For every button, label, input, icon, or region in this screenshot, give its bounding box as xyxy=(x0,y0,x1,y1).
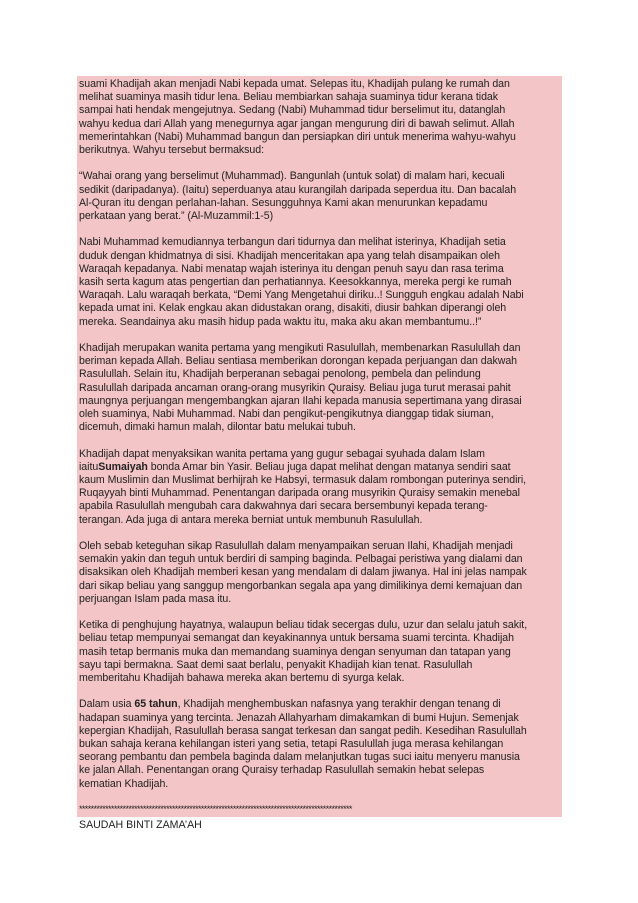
text-line: perkataan yang berat.” (Al-Muzammil:1-5) xyxy=(79,210,274,223)
text-line: dari sikap beliau yang sanggup mengorbankan segala apa yang dimilikinya demi kemajuan dan xyxy=(79,579,523,592)
text-line: hadapan suaminya yang tercinta. Jenazah Allahyarham dimakamkan di bumi Hujun. Semenjak xyxy=(79,711,519,724)
text-line: kasih serta kagum atas pengertian dan perhatiannya. Keesokkannya, mereka pergi ke rumah xyxy=(79,276,512,289)
text-line: wahyu kedua dari Allah yang menegurnya agar jangan mengurung diri di bawah selimut. Allah xyxy=(79,117,515,130)
text-line xyxy=(79,461,560,474)
text-run: iaitu xyxy=(79,460,99,473)
paragraph-4 xyxy=(79,342,560,434)
text-line: dicemuh, dimaki hamun malah, dilontar batu melukai tubuh. xyxy=(79,421,356,434)
text-line: “Wahai orang yang berselimut (Muhammad). Bangunlah (untuk solat) di malam hari, kecuali xyxy=(79,170,505,183)
text-line: kepergian Khadijah, Rasulullah berasa sangat terkesan dan sangat pedih. Kesedihan Rasulullah xyxy=(79,724,527,737)
text-line: ke jalan Allah. Penentangan orang Quraisy terhadap Rasulullah semakin hebat selepas xyxy=(79,764,485,777)
text-line: melihat suaminya masih tidur lena. Beliau membiarkan sahaja suaminya tidur kerana tidak xyxy=(79,91,499,104)
paragraph-5 xyxy=(79,448,560,527)
text-line: duduk dengan khidmatnya di sisi. Khadijah menceritakan apa yang telah disampaikan oleh xyxy=(79,249,500,262)
text-line: beriman kepada Allah. Beliau sentiasa memberikan dorongan kepada perjuangan dan dakwah xyxy=(79,355,518,368)
text-line: mereka. Seandainya aku masih hidup pada waktu itu, maka aku akan membantumu..!” xyxy=(79,315,482,328)
text-line: terangan. Ada juga di antara mereka berniat untuk membunuh Rasulullah. xyxy=(79,513,423,526)
paragraph-1 xyxy=(79,78,560,157)
text-line: bukan sahaja kerana kehilangan isteri yang setia, tetapi Rasulullah juga merasa kehilangan xyxy=(79,738,504,751)
text-line: Waraqah kepadanya. Nabi menatap wajah isterinya itu dengan penuh sayu dan rasa terima xyxy=(79,262,504,275)
text-line: maungnya perjuangan mengembangkan ajaran Ilahi kepada manusia sepertimana yang dirasai xyxy=(79,394,522,407)
text-line: beliau tetap mempunyai semangat dan keyakinannya untuk bersama suami tercinta. Khadijah xyxy=(79,632,514,645)
text-line xyxy=(79,698,560,711)
quote-paragraph xyxy=(79,170,560,223)
paragraph-8 xyxy=(79,698,560,790)
text-line: disaksikan oleh Khadijah memberi kesan yang mendalam di dalam jiwanya. Hal ini jelas nampak xyxy=(79,566,527,579)
paragraph-6 xyxy=(79,540,560,606)
text-line: kaum Muslimin dan Muslimat berhijrah ke Habsyi, termasuk dalam rombongan puterinya sendiri, xyxy=(79,474,527,487)
text-line: Nabi Muhammad kemudiannya terbangun dari tidurnya dan melihat isterinya, Khadijah setia xyxy=(79,236,506,249)
text-line: Ketika di penghujung hayatnya, walaupun beliau tidak secergas dulu, uzur dan selalu jatuh sakit, xyxy=(79,619,528,632)
bold-name-sumaiyah: Sumaiyah xyxy=(98,460,148,473)
text-line: perjuangan Islam pada masa itu. xyxy=(79,592,232,605)
paragraph-7 xyxy=(79,619,560,685)
next-section-heading: SAUDAH BINTI ZAMA’AH xyxy=(79,819,202,832)
text-run: , Khadijah menghembuskan nafasnya yang terakhir dengan tenang di xyxy=(177,698,501,711)
text-line: oleh suaminya, Nabi Muhammad. Nabi dan pengikut-pengikutnya dianggap tidak siuman, xyxy=(79,408,494,421)
text-line: kematian Khadijah. xyxy=(79,777,169,790)
text-line: Al-Quran itu dengan perlahan-lahan. Sesungguhnya Kami akan menurunkan kepadamu xyxy=(79,196,488,209)
text-line: apabila Rasulullah mengubah cara dakwahnya dari secara bersembunyi kepada terang- xyxy=(79,500,488,513)
text-line: sedikit (daripadanya). (Iaitu) seperduanya atau kurangilah daripada seperdua itu. Dan bacalah xyxy=(79,183,517,196)
text-line: sampai hati hendak mengejutnya. Sedang (Nabi) Muhammad tidur berselimut itu, datanglah xyxy=(79,104,506,117)
text-line: kepada umat ini. Kelak engkau akan didustakan orang, disakiti, diusir bahkan diperangi oleh xyxy=(79,302,507,315)
text-line: seorang pembantu dan pembela baginda dalam melanjutkan tugas suci iaitu menyeru manusia xyxy=(79,751,520,764)
text-line: berikutnya. Wahyu tersebut bermaksud: xyxy=(79,144,265,157)
text-line: memberitahu Khadijah bahawa mereka akan bertemu di syurga kelak. xyxy=(79,672,405,685)
text-line: semakin yakin dan teguh untuk berdiri di samping baginda. Pelbagai peristiwa yang dialami dan xyxy=(79,553,523,566)
bold-age: 65 tahun xyxy=(134,698,178,711)
text-run: bonda Amar bin Yasir. Beliau juga dapat melihat dengan matanya sendiri saat xyxy=(147,460,511,473)
text-line: suami Khadijah akan menjadi Nabi kepada umat. Selepas itu, Khadijah pulang ke rumah dan xyxy=(79,78,510,90)
text-line: masih tetap bermanis muka dan memandang suaminya dengan senyuman dan tatapan yang xyxy=(79,645,511,658)
text-line: Ruqayyah binti Muhammad. Penentangan daripada orang musyrikin Quraisy semakin menebal xyxy=(79,487,520,500)
text-line: sayu tapi bermakna. Saat demi saat berlalu, penyakit Khadijah kian tenat. Rasulullah xyxy=(79,658,473,671)
text-line: Khadijah dapat menyaksikan wanita pertama yang gugur sebagai syuhada dalam Islam xyxy=(79,447,485,460)
text-line: Oleh sebab keteguhan sikap Rasulullah dalam menyampaikan seruan Ilahi, Khadijah menjadi xyxy=(79,540,513,553)
text-line: Waraqah. Lalu waraqah berkata, “Demi Yang Mengetahui diriku..! Sungguh engkau adalah Nabi xyxy=(79,289,524,302)
highlighted-text-block xyxy=(77,76,562,832)
text-line: Rasulullah daripada ancaman orang-orang musyrikin Quraisy. Beliau juga turut merasai pahit xyxy=(79,381,511,394)
asterisk-separator: ********************************************************************************************** xyxy=(79,804,352,815)
text-run: Dalam usia xyxy=(79,698,135,711)
paragraph-3 xyxy=(79,236,560,328)
text-line: Rasulullah. Selain itu, Khadijah berperanan sebagai penolong, pembela dan pelindung xyxy=(79,368,481,381)
text-line: memerintahkan (Nabi) Muhammad bangun dan persiapkan diri untuk menerima wahyu-wahyu xyxy=(79,130,516,143)
text-line: Khadijah merupakan wanita pertama yang mengikuti Rasulullah, membenarkan Rasulullah dan xyxy=(79,342,521,355)
